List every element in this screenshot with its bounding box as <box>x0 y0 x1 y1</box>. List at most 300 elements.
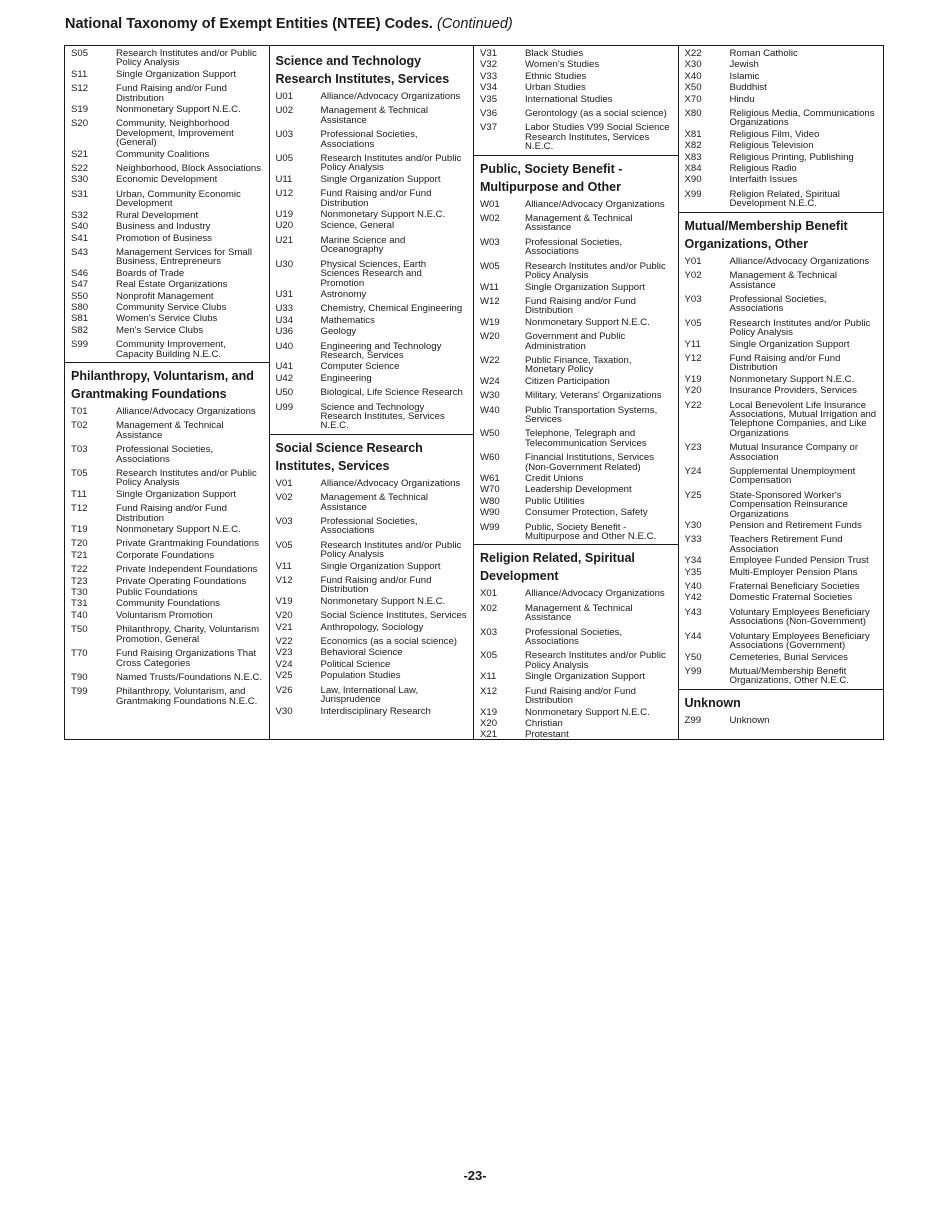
entry-code: X50 <box>684 82 702 94</box>
code-entry <box>679 715 884 726</box>
entry-code: U99 <box>275 401 294 413</box>
entry-description: Nonmonetary Support N.E.C. <box>729 373 855 385</box>
code-entry <box>65 587 269 598</box>
code-entry <box>65 221 269 232</box>
code-entry <box>65 104 269 115</box>
code-entry <box>679 59 884 70</box>
code-entry <box>65 83 269 104</box>
entry-code: S47 <box>71 279 89 291</box>
entry-description: Fund Raising and/or Fund Distribution <box>525 295 636 317</box>
entry-description: Nonmonetary Support N.E.C. <box>320 595 446 607</box>
entry-description: Christian <box>525 717 563 729</box>
entry-code: W19 <box>480 316 500 328</box>
entry-code: S12 <box>71 83 89 95</box>
entry-description: Nonmonetary Support N.E.C. <box>320 209 446 221</box>
entry-code: U11 <box>275 173 293 185</box>
entry-description: Behavioral Science <box>320 647 403 659</box>
entry-code: S20 <box>71 118 89 130</box>
entry-code: Y34 <box>684 555 702 567</box>
code-entry <box>270 188 474 209</box>
entry-code: W20 <box>480 331 500 343</box>
entry-code: X82 <box>684 140 702 152</box>
code-entry <box>270 478 474 489</box>
code-entry <box>679 400 884 440</box>
code-entry <box>270 326 474 337</box>
entry-description: Nonmonetary Support N.E.C. <box>116 524 241 536</box>
entry-code: V34 <box>480 82 498 94</box>
code-entry <box>270 220 474 231</box>
entry-description: Voluntarism Promotion <box>116 609 213 621</box>
entry-code: T30 <box>71 587 88 599</box>
code-entry <box>65 444 269 465</box>
entry-description: Economic Development <box>116 174 218 186</box>
entry-code: X20 <box>480 717 498 729</box>
entry-code: Y01 <box>684 255 702 267</box>
code-entry <box>65 233 269 244</box>
entry-code: X30 <box>684 59 702 71</box>
entry-description: Research Institutes and/or Public Policy Analysis <box>116 48 257 69</box>
entry-code: W50 <box>480 428 500 440</box>
code-entry <box>65 524 269 535</box>
entry-description: Protestant <box>525 729 569 741</box>
entry-description: Alliance/Advocacy Organizations <box>116 405 256 417</box>
code-entry <box>679 374 884 385</box>
entry-code: S46 <box>71 267 89 279</box>
entry-description: Cemeteries, Burial Services <box>729 651 848 663</box>
entry-description: Population Studies <box>320 670 401 682</box>
entry-code: T90 <box>71 671 88 683</box>
section-heading: Unknown <box>679 689 884 715</box>
entry-code: U05 <box>275 153 294 165</box>
entry-code: Y35 <box>684 566 702 578</box>
entry-code: T21 <box>71 549 88 561</box>
entry-description: Fund Raising and/or Fund Distribution <box>320 575 432 596</box>
entry-description: Public Finance, Taxation, Monetary Policy <box>525 354 632 376</box>
entry-description: Engineering <box>320 372 372 384</box>
entry-code: X99 <box>684 188 702 200</box>
entry-code: V22 <box>275 636 293 648</box>
entry-description: Supplemental Unemployment Compensation <box>729 466 856 487</box>
code-entry <box>65 406 269 417</box>
entry-description: Community Foundations <box>116 598 220 610</box>
entry-code: V12 <box>275 575 293 587</box>
code-entry <box>679 442 884 463</box>
entry-code: S50 <box>71 290 89 302</box>
entry-description: Science, General <box>320 220 395 232</box>
entry-code: X12 <box>480 685 498 697</box>
entry-description: Telephone, Telegraph and Telecommunication Services <box>525 428 647 449</box>
entry-description: Alliance/Advocacy Organizations <box>729 255 870 267</box>
entry-code: S81 <box>71 313 89 325</box>
entry-description: Community, Neighborhood Development, Improvement (General) <box>116 118 234 149</box>
entry-code: X81 <box>684 128 702 140</box>
code-entry <box>65 163 269 174</box>
code-entry <box>474 473 678 484</box>
entry-description: Community Improvement, Capacity Building N.E.C. <box>116 339 226 360</box>
code-entry <box>270 622 474 633</box>
code-entry <box>270 361 474 372</box>
entry-code: V21 <box>275 621 293 633</box>
code-entry <box>270 91 474 102</box>
section-heading: Mutual/Membership Benefit Organizations, Other <box>679 212 884 256</box>
entry-description: Management & Technical Assistance <box>729 270 838 291</box>
entry-code: Y33 <box>684 534 702 546</box>
entry-code: V25 <box>275 670 293 682</box>
code-column <box>65 46 270 739</box>
entry-code: T50 <box>71 624 88 636</box>
entry-code: U03 <box>275 129 294 141</box>
code-entry <box>474 390 678 401</box>
entry-code: V30 <box>275 705 293 717</box>
code-entry <box>270 610 474 621</box>
code-entry <box>65 325 269 336</box>
code-entry <box>474 405 678 426</box>
entry-description: Corporate Foundations <box>116 549 215 561</box>
entry-description: Professional Societies, Associations <box>525 626 623 648</box>
entry-code: T20 <box>71 538 88 550</box>
entry-description: Local Benevolent Life Insurance Associations, Mutual Irrigation and Telephone Companies, and Like Organizations <box>729 399 877 439</box>
entry-code: V35 <box>480 93 498 105</box>
entry-description: Boards of Trade <box>116 267 185 279</box>
code-entry <box>65 468 269 489</box>
entry-code: Y02 <box>684 270 702 282</box>
entry-code: W02 <box>480 213 500 225</box>
code-entry <box>679 555 884 566</box>
entry-description: Religious Radio <box>729 163 797 175</box>
entry-code: Y24 <box>684 466 702 477</box>
entry-code: V11 <box>275 560 292 572</box>
code-entry <box>65 210 269 221</box>
entry-code: X19 <box>480 706 498 718</box>
entry-description: Research Institutes and/or Public Policy Analysis <box>525 260 666 282</box>
entry-description: Research Institutes and/or Public Policy Analysis <box>525 650 666 671</box>
entry-code: T19 <box>71 524 88 536</box>
code-entry <box>65 598 269 609</box>
entry-code: W70 <box>480 484 500 496</box>
entry-description: Women's Studies <box>525 59 600 71</box>
entry-code: S22 <box>71 163 89 175</box>
entry-code: U41 <box>275 361 294 373</box>
code-entry <box>65 672 269 683</box>
code-entry <box>679 82 884 93</box>
code-entry <box>65 118 269 148</box>
code-entry <box>474 686 678 707</box>
code-entry <box>679 666 884 687</box>
code-entry <box>679 581 884 592</box>
entry-code: U36 <box>275 326 294 338</box>
entry-description: Alliance/Advocacy Organizations <box>320 91 461 102</box>
entry-description: State-Sponsored Worker's Compensation Reinsurance Organizations <box>729 489 848 520</box>
code-entry <box>474 331 678 352</box>
code-entry <box>474 355 678 376</box>
entry-code: W60 <box>480 452 500 464</box>
entry-description: Community Coalitions <box>116 148 210 160</box>
code-entry <box>270 561 474 572</box>
entry-code: V24 <box>275 658 293 670</box>
entry-code: X02 <box>480 602 498 614</box>
entry-code: U30 <box>275 258 294 270</box>
entry-description: Professional Societies, Associations <box>116 444 214 465</box>
entry-description: Nonmonetary Support N.E.C. <box>525 316 650 328</box>
code-entry <box>474 484 678 495</box>
entry-description: Financial Institutions, Services (Non-Government Related) <box>525 452 655 473</box>
code-entry <box>65 339 269 360</box>
code-entry <box>679 339 884 350</box>
entry-description: Business and Industry <box>116 221 211 233</box>
code-entry <box>474 452 678 473</box>
entry-description: Rural Development <box>116 209 199 221</box>
entry-description: Management & Technical Assistance <box>525 602 633 624</box>
entry-code: T03 <box>71 444 88 456</box>
entry-code: U21 <box>275 234 294 246</box>
code-entry <box>679 631 884 652</box>
entry-description: Alliance/Advocacy Organizations <box>525 588 665 600</box>
code-entry <box>679 129 884 140</box>
code-entry <box>474 48 678 59</box>
code-entry <box>65 564 269 575</box>
entry-code: T02 <box>71 420 88 432</box>
entry-code: X80 <box>684 108 702 120</box>
code-entry <box>474 522 678 543</box>
entry-code: S05 <box>71 48 89 59</box>
code-entry <box>474 122 678 152</box>
entry-description: Urban Studies <box>525 82 586 94</box>
code-entry <box>474 237 678 258</box>
code-entry <box>270 402 474 432</box>
code-entry <box>474 588 678 599</box>
entry-description: Single Organization Support <box>320 173 441 185</box>
code-entry <box>270 492 474 513</box>
entry-code: S41 <box>71 232 89 244</box>
entry-code: U19 <box>275 209 294 221</box>
entry-description: Fund Raising and/or Fund Distribution <box>320 188 432 209</box>
entry-code: S40 <box>71 221 89 233</box>
entry-description: Public Foundations <box>116 587 198 599</box>
entry-code: U34 <box>275 314 294 326</box>
entry-code: V03 <box>275 516 293 527</box>
code-entry <box>679 256 884 267</box>
code-entry <box>270 516 474 537</box>
entry-description: Mutual/Membership Benefit Organizations, Other N.E.C. <box>729 665 849 687</box>
code-entry <box>474 650 678 671</box>
entry-code: W90 <box>480 507 500 519</box>
entry-code: Y30 <box>684 520 702 532</box>
code-entry <box>679 294 884 315</box>
code-column <box>474 46 679 739</box>
page-title-text: National Taxonomy of Exempt Entities (NTEE) Codes. <box>65 16 433 32</box>
code-entry <box>474 296 678 317</box>
entry-code: S11 <box>71 68 88 80</box>
code-entry <box>474 108 678 119</box>
code-entry <box>474 82 678 93</box>
code-entry <box>270 670 474 681</box>
entry-description: Named Trusts/Foundations N.E.C. <box>116 671 263 683</box>
entry-code: Y22 <box>684 399 702 411</box>
entry-description: Religious Printing, Publishing <box>729 151 854 163</box>
entry-code: Y40 <box>684 581 702 593</box>
entry-code: W80 <box>480 495 500 507</box>
section-heading: Public, Society Benefit - Multipurpose and Other <box>474 155 678 199</box>
entry-description: Interdisciplinary Research <box>320 705 431 717</box>
entry-description: Nonprofit Management <box>116 290 214 302</box>
code-entry <box>65 648 269 669</box>
code-entry <box>679 152 884 163</box>
entry-code: Y42 <box>684 592 702 604</box>
code-entry <box>474 671 678 682</box>
code-entry <box>679 270 884 291</box>
code-entry <box>270 303 474 314</box>
entry-description: Citizen Participation <box>525 375 610 387</box>
code-entry <box>270 387 474 398</box>
entry-description: Physical Sciences, Earth Sciences Research and Promotion <box>320 258 427 289</box>
section-heading: Social Science Research Institutes, Services <box>270 434 474 478</box>
code-entry <box>474 603 678 624</box>
code-entry <box>65 69 269 80</box>
entry-code: T31 <box>71 598 88 610</box>
entry-description: Single Organization Support <box>116 488 236 500</box>
entry-description: Fund Raising and/or Fund Distribution <box>729 352 841 374</box>
code-entry <box>679 520 884 531</box>
code-entry <box>270 174 474 185</box>
code-entry <box>65 503 269 524</box>
entry-description: Hindu <box>729 93 755 105</box>
code-entry <box>679 140 884 151</box>
code-entry <box>65 420 269 441</box>
entry-code: Y25 <box>684 489 702 501</box>
entry-description: Insurance Providers, Services <box>729 385 857 397</box>
entry-code: W01 <box>480 198 500 210</box>
code-entry <box>474 213 678 234</box>
entry-description: Fund Raising and/or Fund Distribution <box>525 685 636 707</box>
entry-description: Religious Film, Video <box>729 128 820 140</box>
code-entry <box>270 235 474 256</box>
entry-code: U31 <box>275 288 294 300</box>
entry-code: W11 <box>480 281 500 293</box>
entry-description: Law, International Law, Jurisprudence <box>320 684 419 706</box>
code-column <box>270 46 475 739</box>
code-entry <box>679 174 884 185</box>
code-entry <box>270 575 474 596</box>
entry-code: T70 <box>71 648 88 660</box>
code-entry <box>474 496 678 507</box>
code-entry <box>679 318 884 339</box>
entry-description: Public, Society Benefit - Multipurpose and Other N.E.C. <box>525 521 657 543</box>
entry-description: Jewish <box>729 59 759 71</box>
entry-code: U42 <box>275 372 294 384</box>
code-entry <box>270 209 474 220</box>
entry-code: U01 <box>275 91 294 102</box>
entry-code: V20 <box>275 610 293 622</box>
entry-description: Social Science Institutes, Services <box>320 610 467 622</box>
entry-description: Philanthropy, Voluntarism, and Grantmaking Foundations N.E.C. <box>116 686 258 707</box>
entry-description: Public Transportation Systems, Services <box>525 404 658 425</box>
code-entry <box>65 686 269 707</box>
entry-description: Professional Societies, Associations <box>320 516 418 537</box>
entry-description: Engineering and Technology Research, Services <box>320 340 442 361</box>
code-entry <box>474 199 678 210</box>
entry-code: Z99 <box>684 714 702 726</box>
entry-description: Alliance/Advocacy Organizations <box>525 198 665 210</box>
code-entry <box>474 507 678 518</box>
entry-code: W99 <box>480 521 500 533</box>
page-number: -23- <box>463 1168 487 1183</box>
code-entry <box>65 149 269 160</box>
entry-description: Domestic Fraternal Societies <box>729 592 853 604</box>
entry-code: V36 <box>480 108 498 120</box>
code-entry <box>270 685 474 706</box>
code-entry <box>65 576 269 587</box>
entry-code: V32 <box>480 59 498 71</box>
code-entry <box>65 279 269 290</box>
code-entry <box>679 108 884 129</box>
entry-description: Labor Studies V99 Social Science Research Institutes, Services N.E.C. <box>525 122 670 153</box>
code-entry <box>270 540 474 561</box>
entry-code: Y12 <box>684 352 702 364</box>
code-entry <box>679 163 884 174</box>
entry-description: Economics (as a social science) <box>320 636 457 648</box>
code-entry <box>679 385 884 396</box>
entry-code: U20 <box>275 220 294 232</box>
entry-code: X40 <box>684 70 702 82</box>
entry-description: Private Grantmaking Foundations <box>116 538 259 550</box>
entry-description: Urban, Community Economic Development <box>116 188 241 210</box>
entry-description: International Studies <box>525 93 613 105</box>
code-entry <box>270 341 474 362</box>
entry-description: Religious Media, Communications Organizations <box>729 108 875 129</box>
entry-code: V05 <box>275 539 293 551</box>
entry-code: X84 <box>684 163 702 175</box>
entry-description: Consumer Protection, Safety <box>525 507 648 519</box>
entry-description: Anthropology, Sociology <box>320 621 424 633</box>
entry-description: Black Studies <box>525 48 584 59</box>
code-entry <box>65 247 269 268</box>
entry-code: W24 <box>480 375 500 387</box>
code-entry <box>270 706 474 717</box>
code-entry <box>65 291 269 302</box>
code-entry <box>474 59 678 70</box>
entry-description: Single Organization Support <box>525 671 645 683</box>
entry-description: Nonmonetary Support N.E.C. <box>525 706 650 718</box>
entry-code: V01 <box>275 477 293 489</box>
entry-code: V31 <box>480 48 498 59</box>
entry-description: Management & Technical Assistance <box>320 105 429 126</box>
code-entry <box>474 718 678 729</box>
entry-code: W12 <box>480 295 500 307</box>
entry-description: Private Operating Foundations <box>116 575 247 587</box>
entry-description: Research Institutes and/or Public Policy Analysis <box>320 153 462 174</box>
code-entry <box>65 268 269 279</box>
entry-code: X01 <box>480 588 498 600</box>
entry-code: X83 <box>684 151 702 163</box>
entry-code: U12 <box>275 188 294 200</box>
code-entry <box>65 624 269 645</box>
entry-description: Ethnic Studies <box>525 70 587 82</box>
entry-code: Y20 <box>684 385 702 397</box>
entry-description: Management & Technical Assistance <box>525 213 633 234</box>
entry-code: X03 <box>480 626 498 638</box>
code-entry <box>65 48 269 69</box>
page-title-continued: (Continued) <box>436 16 513 32</box>
ntee-code-table <box>64 45 884 740</box>
entry-description: Women's Service Clubs <box>116 313 218 325</box>
entry-code: X11 <box>480 671 497 683</box>
entry-description: Professional Societies, Associations <box>320 129 418 150</box>
entry-description: Mathematics <box>320 314 375 326</box>
entry-code: S32 <box>71 209 89 221</box>
entry-code: U50 <box>275 387 294 399</box>
entry-code: V33 <box>480 70 498 82</box>
entry-description: Multi-Employer Pension Plans <box>729 566 858 578</box>
